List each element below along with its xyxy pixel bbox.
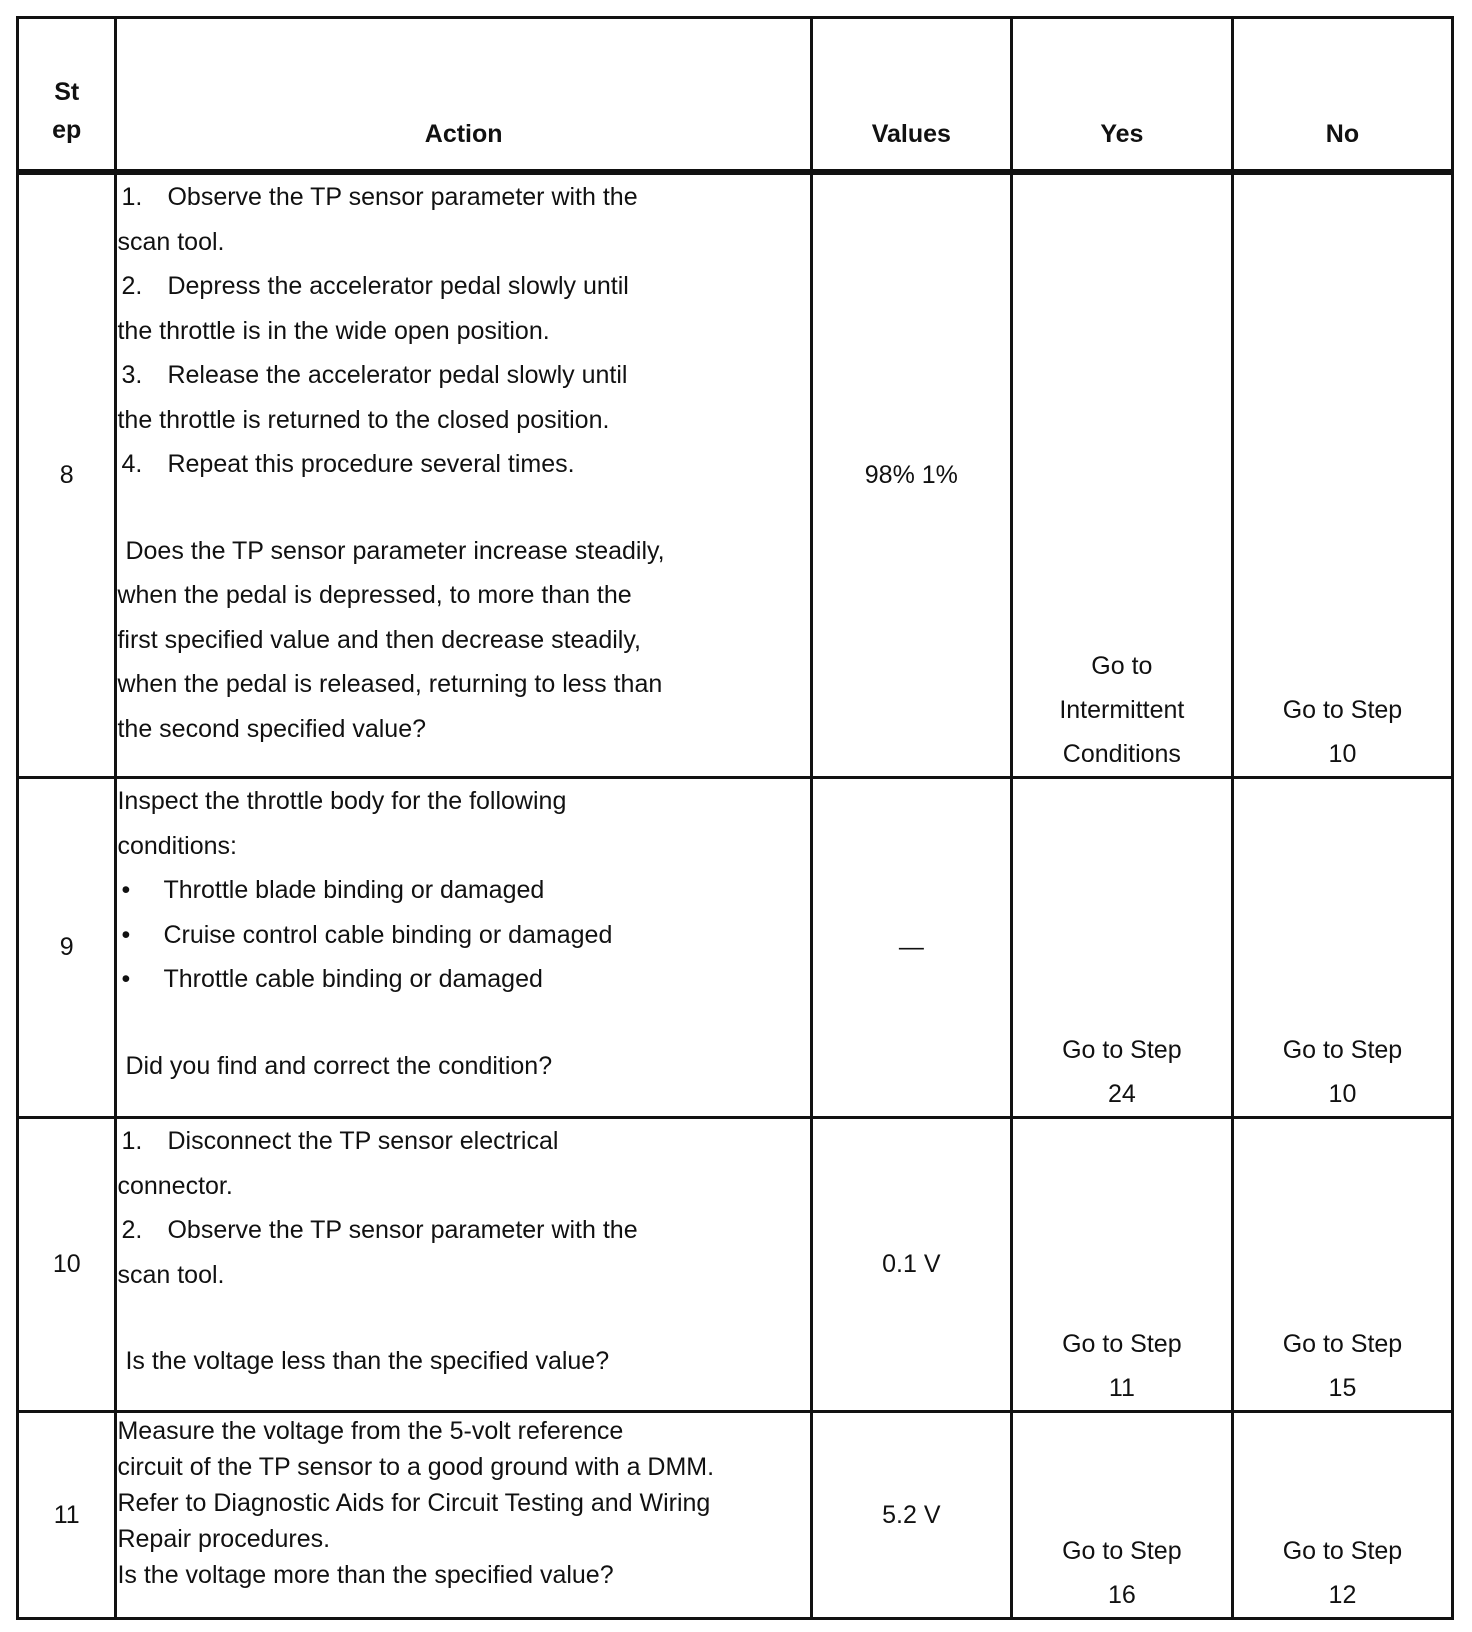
action-question: Did you find and correct the condition? — [125, 1051, 553, 1080]
action-question: Is the voltage less than the specified value? — [125, 1347, 610, 1376]
table-row-step-11 — [18, 1412, 1453, 1619]
no-cell: Go to Step 15 — [1232, 1118, 1452, 1412]
action-intro: conditions: — [117, 831, 237, 860]
header-action: Action — [116, 18, 811, 173]
no-cell: Go to Step 10 — [1232, 172, 1452, 777]
action-cell — [116, 1118, 811, 1412]
yes-cell: Go to Intermittent Conditions — [1011, 172, 1232, 777]
bullet-item: • Cruise control cable binding or damaged — [121, 920, 613, 949]
action-item: 2. Depress the accelerator pedal slowly until — [121, 272, 629, 301]
header-row — [18, 18, 1453, 173]
action-cell: Measure the voltage from the 5-volt reference circuit of the TP sensor to a good ground with a DMM. Refer to Diagnostic Aids for Circuit Testing and Wiring Repair procedures. Is the voltage more than the specified value? — [116, 1412, 811, 1619]
no-cell: Go to Step 10 — [1232, 778, 1452, 1118]
action-item-cont: scan tool. — [117, 227, 225, 256]
no-cell: Go to Step 12 — [1232, 1412, 1452, 1619]
action-item: 1. Disconnect the TP sensor electrical — [121, 1127, 559, 1156]
value-cell: 98% 1% — [811, 172, 1011, 777]
action-item: 1. Observe the TP sensor parameter with the — [121, 183, 638, 212]
yes-cell: Go to Step 16 — [1011, 1412, 1232, 1619]
bullet-item: • Throttle blade binding or damaged — [121, 876, 545, 905]
yes-cell: Go to Step 24 — [1011, 778, 1232, 1118]
step-number: 10 — [18, 1118, 116, 1412]
value-cell: 0.1 V — [811, 1118, 1011, 1412]
action-item: 4. Repeat this procedure several times. — [121, 450, 575, 479]
table-row-step-9 — [18, 778, 1453, 1118]
action-item: 3. Release the accelerator pedal slowly until — [121, 361, 628, 390]
header-step: St ep — [18, 18, 116, 173]
header-yes: Yes — [1011, 18, 1232, 173]
action-item-cont: connector. — [117, 1171, 233, 1200]
action-item: 2. Observe the TP sensor parameter with the — [121, 1216, 638, 1245]
header-no: No — [1232, 18, 1452, 173]
action-intro: Inspect the throttle body for the following — [117, 787, 567, 816]
step-number: 11 — [18, 1412, 116, 1619]
action-item-cont: the throttle is returned to the closed position. — [117, 405, 610, 434]
diagnostic-table — [16, 16, 1454, 1620]
value-cell: — — [811, 778, 1011, 1118]
yes-cell: Go to Step 11 — [1011, 1118, 1232, 1412]
action-cell — [116, 778, 811, 1118]
value-cell: 5.2 V — [811, 1412, 1011, 1619]
action-item-cont: the throttle is in the wide open position. — [117, 316, 550, 345]
action-question: Does the TP sensor parameter increase steadily, when the pedal is depressed, to more than the first specified value and then decrease steadily, when the pedal is released, returning to less than the second specified value? — [117, 536, 665, 743]
step-number: 8 — [18, 172, 116, 777]
header-values: Values — [811, 18, 1011, 173]
action-cell — [116, 172, 811, 777]
table-row-step-8 — [18, 172, 1453, 777]
action-item-cont: scan tool. — [117, 1260, 225, 1289]
table-row-step-10 — [18, 1118, 1453, 1412]
bullet-item: • Throttle cable binding or damaged — [121, 965, 543, 994]
step-number: 9 — [18, 778, 116, 1118]
